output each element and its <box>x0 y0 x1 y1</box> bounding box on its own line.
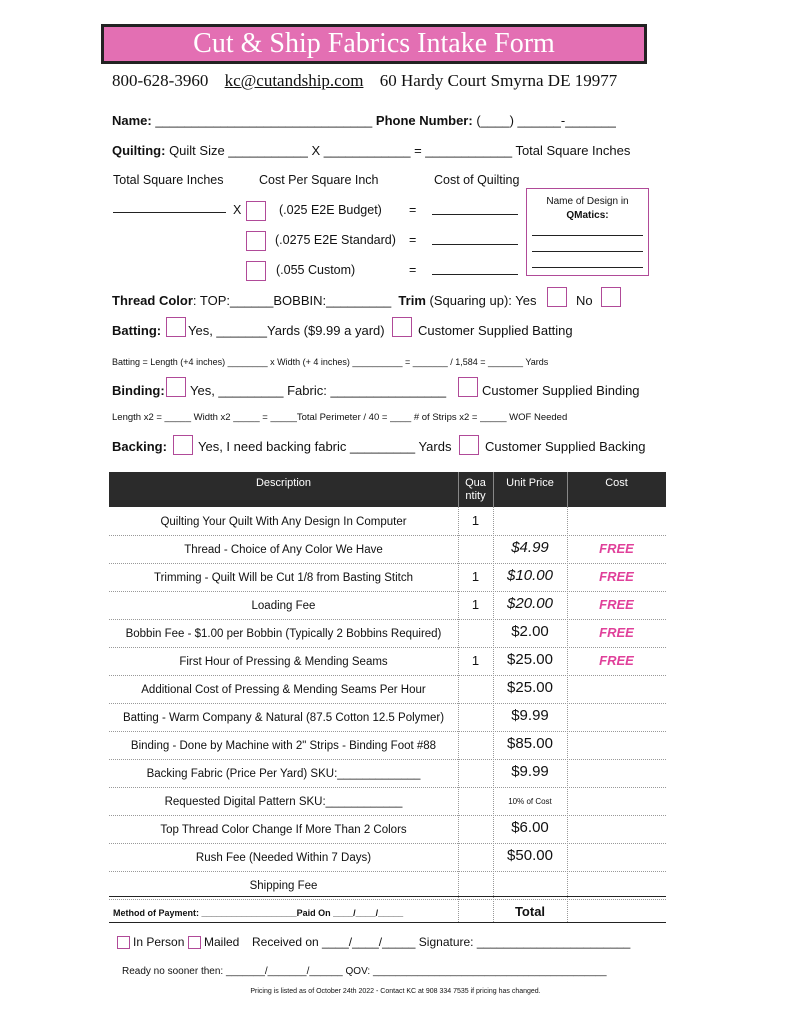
row-description: Additional Cost of Pressing & Mending Seams Per Hour <box>141 684 426 696</box>
table-row <box>109 591 666 620</box>
row-quantity[interactable]: 1 <box>471 653 480 668</box>
thread-fields[interactable]: : TOP:______BOBBIN:_________ <box>192 293 392 308</box>
backing-customer-checkbox[interactable] <box>459 435 479 455</box>
qmatics-line-1[interactable] <box>532 235 643 236</box>
pricing-footer-note: Pricing is listed as of October 24th 2022 - Contact KC at 908 334 7535 if pricing has changed. <box>250 988 541 995</box>
mailed-label: Mailed <box>204 935 240 949</box>
row-unit-price: $85.00 <box>507 735 553 752</box>
total-square-inches-field[interactable] <box>113 212 226 213</box>
row-unit-price: $4.99 <box>511 539 549 556</box>
row-description: Requested Digital Pattern SKU:____________ <box>164 796 403 808</box>
row-description: Shipping Fee <box>249 880 318 892</box>
budget-label: (.025 E2E Budget) <box>279 203 382 217</box>
budget-cost-field[interactable] <box>432 214 518 215</box>
row-description: Thread - Choice of Any Color We Have <box>184 544 383 556</box>
col-cost-per-square-inch: Cost Per Square Inch <box>259 173 379 187</box>
trim-no-label: No <box>576 293 593 308</box>
row-description: Top Thread Color Change If More Than 2 Colors <box>160 824 407 836</box>
batting-formula[interactable]: Batting = Length (+4 inches) ________ x Width (+ 4 inches) __________ = _______ / 1,584 = _______ Yards <box>112 357 549 367</box>
row-quantity[interactable]: 1 <box>471 569 480 584</box>
binding-customer-checkbox[interactable] <box>458 377 478 397</box>
row-quantity[interactable]: 1 <box>471 597 480 612</box>
row-cost[interactable]: FREE <box>599 541 634 556</box>
row-unit-price: $2.00 <box>511 623 549 640</box>
custom-checkbox[interactable] <box>246 261 266 281</box>
table-row <box>109 703 666 732</box>
table-row <box>109 843 666 872</box>
pricing-table-header <box>109 472 666 507</box>
batting-label: Batting: <box>112 323 162 338</box>
qmatics-title: Name of Design in QMatics: <box>546 196 629 221</box>
binding-yes-text[interactable]: Yes, _________ Fabric: ________________ <box>190 383 447 398</box>
row-unit-price: $25.00 <box>507 651 553 668</box>
form-title-banner <box>101 24 647 64</box>
budget-checkbox[interactable] <box>246 201 266 221</box>
header-cost: Cost <box>605 477 628 489</box>
row-unit-price: $25.00 <box>507 679 553 696</box>
row-cost[interactable]: FREE <box>599 653 634 668</box>
batting-yes-text[interactable]: Yes, _______Yards ($9.99 a yard) <box>188 323 385 338</box>
table-row <box>109 563 666 592</box>
quilting-label: Quilting: <box>112 143 166 158</box>
times-symbol: X <box>233 203 242 217</box>
row-description: Bobbin Fee - $1.00 per Bobbin (Typically 2 Bobbins Required) <box>125 628 442 640</box>
backing-yes-checkbox[interactable] <box>173 435 193 455</box>
mailed-checkbox[interactable] <box>188 936 201 949</box>
contact-phone: 800-628-3960 <box>112 71 209 90</box>
total-row-bottom-border <box>109 922 666 923</box>
col-cost-of-quilting: Cost of Quilting <box>434 173 520 187</box>
phone-field[interactable]: (____) ______-_______ <box>476 113 616 128</box>
row-cost[interactable]: FREE <box>599 625 634 640</box>
standard-label: (.0275 E2E Standard) <box>275 233 396 247</box>
standard-equals: = <box>409 233 417 247</box>
batting-customer-label: Customer Supplied Batting <box>418 323 573 338</box>
row-description: Loading Fee <box>251 600 316 612</box>
row-unit-price: $9.99 <box>511 707 549 724</box>
header-quantity: Qua ntity <box>465 477 486 502</box>
binding-customer-label: Customer Supplied Binding <box>482 383 640 398</box>
batting-customer-checkbox[interactable] <box>392 317 412 337</box>
custom-equals: = <box>409 263 417 277</box>
trim-label: Trim <box>398 293 426 308</box>
phone-label: Phone Number: <box>375 113 473 128</box>
qmatics-line-3[interactable] <box>532 267 643 268</box>
row-description: Quilting Your Quilt With Any Design In Computer <box>160 516 407 528</box>
payment-method-field[interactable]: Method of Payment: ___________________Paid On ____/____/_____ <box>113 908 404 918</box>
binding-label: Binding: <box>112 383 165 398</box>
name-row <box>112 113 616 128</box>
row-description: Backing Fabric (Price Per Yard) SKU:_____________ <box>146 768 421 780</box>
row-unit-price: $50.00 <box>507 847 553 864</box>
in-person-checkbox[interactable] <box>117 936 130 949</box>
trim-text: (Squaring up): Yes <box>429 293 537 308</box>
row-unit-price: $20.00 <box>507 595 553 612</box>
standard-cost-field[interactable] <box>432 244 518 245</box>
row-unit-price: 10% of Cost <box>508 797 552 806</box>
name-field[interactable]: ______________________________ <box>155 113 373 128</box>
budget-equals: = <box>409 203 417 217</box>
table-divider-price <box>493 507 494 922</box>
ready-qov-field[interactable]: Ready no sooner then: _______/_______/______ QOV: __________________________________________ <box>122 966 607 977</box>
received-signature-field[interactable]: Received on ____/____/_____ Signature: _______________________ <box>252 935 631 949</box>
row-description: Trimming - Quilt Will be Cut 1/8 from Basting Stitch <box>153 572 414 584</box>
contact-email[interactable]: kc@cutandship.com <box>224 71 364 90</box>
row-description: Binding - Done by Machine with 2" Strips - Binding Foot #88 <box>130 740 437 752</box>
form-title: Cut & Ship Fabrics Intake Form <box>193 28 555 59</box>
table-row <box>109 535 666 564</box>
qmatics-design-box <box>526 188 649 276</box>
row-unit-price: $9.99 <box>511 763 549 780</box>
table-row <box>109 815 666 844</box>
header-unit-price: Unit Price <box>506 477 554 489</box>
backing-customer-label: Customer Supplied Backing <box>485 439 646 454</box>
table-row <box>109 675 666 704</box>
col-total-square-inches: Total Square Inches <box>113 173 224 187</box>
table-divider-cost <box>567 507 568 922</box>
standard-checkbox[interactable] <box>246 231 266 251</box>
header-divider-1 <box>458 472 459 507</box>
thread-label: Thread Color <box>112 293 193 308</box>
quilting-row <box>112 143 630 158</box>
row-unit-price: $6.00 <box>511 819 549 836</box>
table-row <box>109 731 666 760</box>
row-description: Rush Fee (Needed Within 7 Days) <box>195 852 372 864</box>
backing-yes-text[interactable]: Yes, I need backing fabric _________ Yards <box>198 439 452 454</box>
row-cost[interactable]: FREE <box>599 569 634 584</box>
table-row <box>109 787 666 816</box>
row-description: First Hour of Pressing & Mending Seams <box>179 656 388 668</box>
table-row <box>109 647 666 676</box>
trim-no-checkbox[interactable] <box>601 287 621 307</box>
binding-yes-checkbox[interactable] <box>166 377 186 397</box>
row-unit-price: $10.00 <box>507 567 553 584</box>
trim-yes-checkbox[interactable] <box>547 287 567 307</box>
quilt-size-field[interactable]: Quilt Size ___________ X ____________ = ____________ Total Square Inches <box>169 143 631 158</box>
header-description: Description <box>255 477 312 489</box>
header-divider-3 <box>567 472 568 507</box>
table-row <box>109 619 666 648</box>
in-person-label: In Person <box>133 935 185 949</box>
row-description: Batting - Warm Company & Natural (87.5 Cotton 12.5 Polymer) <box>122 712 445 724</box>
name-label: Name: <box>112 113 152 128</box>
total-label: Total <box>514 904 546 919</box>
thread-row <box>112 293 536 308</box>
batting-yes-checkbox[interactable] <box>166 317 186 337</box>
row-cost[interactable]: FREE <box>599 597 634 612</box>
backing-label: Backing: <box>112 439 167 454</box>
contact-line <box>112 71 617 91</box>
custom-label: (.055 Custom) <box>276 263 356 277</box>
table-row <box>109 759 666 788</box>
total-row-top-border <box>109 896 666 897</box>
table-divider-qty <box>458 507 459 922</box>
qmatics-line-2[interactable] <box>532 251 643 252</box>
custom-cost-field[interactable] <box>432 274 518 275</box>
contact-address: 60 Hardy Court Smyrna DE 19977 <box>379 71 618 90</box>
row-quantity[interactable]: 1 <box>471 513 480 528</box>
header-divider-2 <box>493 472 494 507</box>
binding-formula[interactable]: Length x2 = _____ Width x2 _____ = _____Total Perimeter / 40 = ____ # of Strips x2 = _____ WOF Needed <box>112 412 568 423</box>
table-row <box>109 507 666 536</box>
